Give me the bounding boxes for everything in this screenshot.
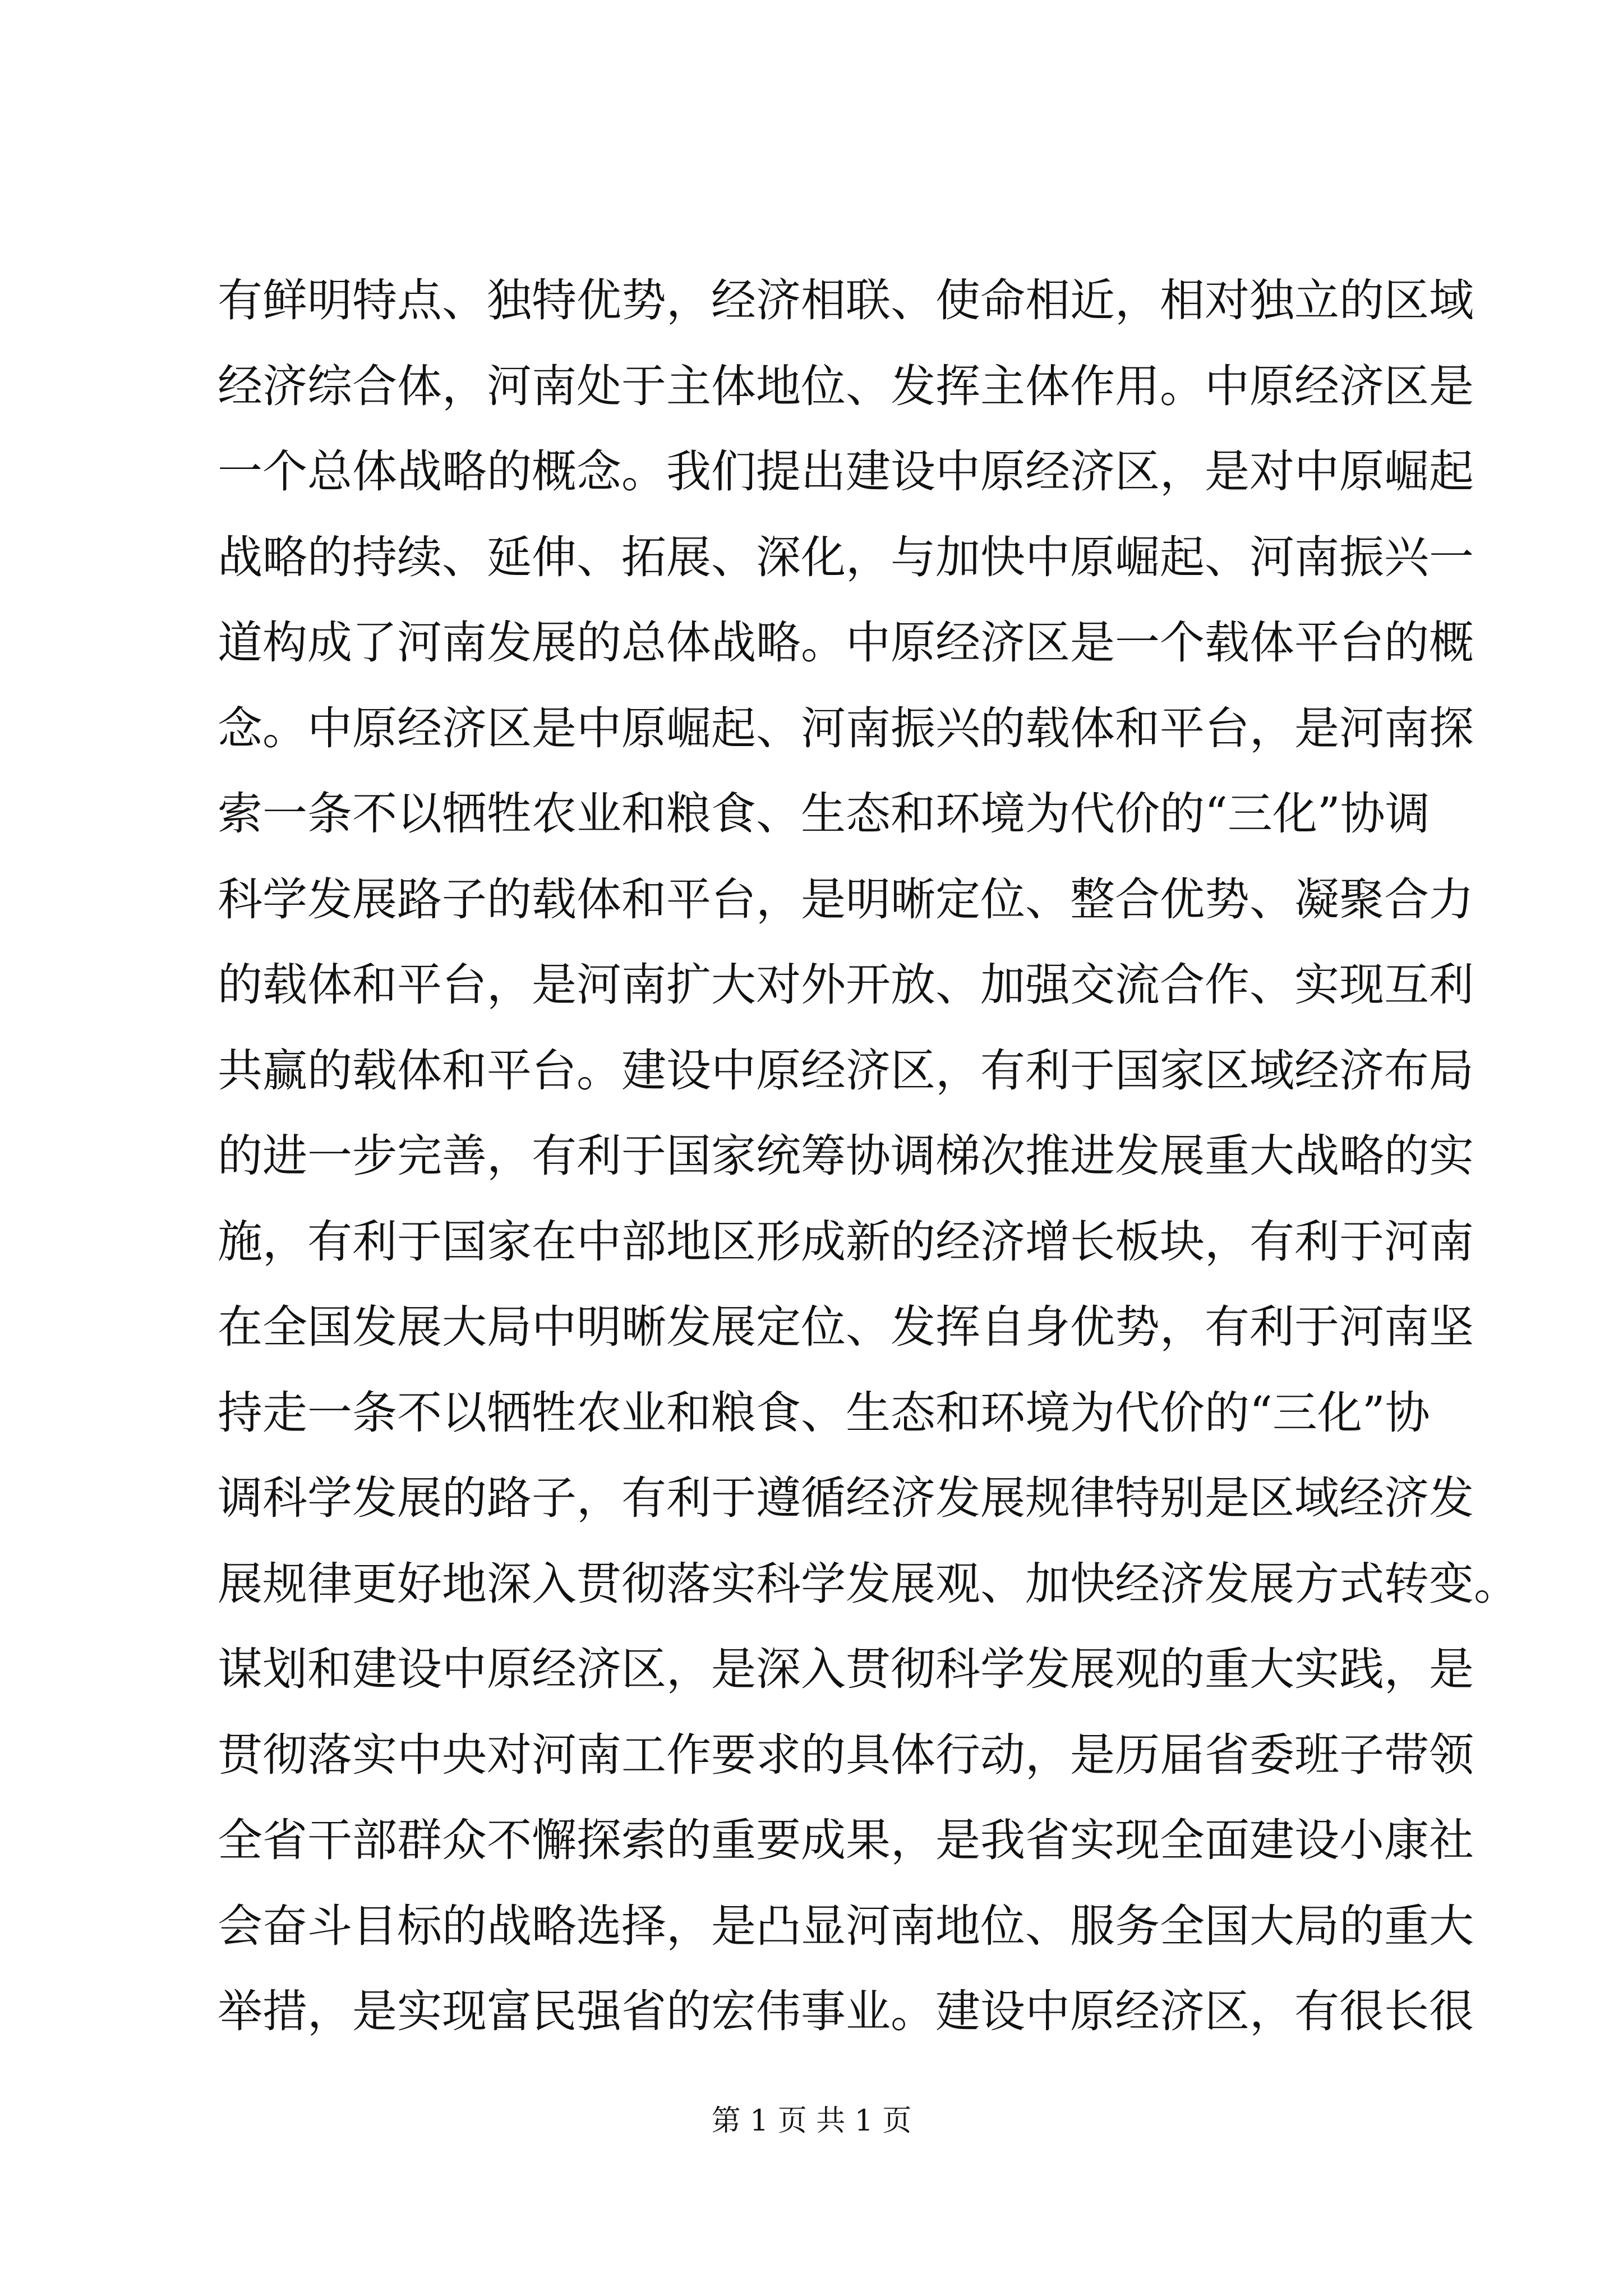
body-text <box>218 258 1519 2055</box>
text-line-13: 在全国发展大局中明晰发展定位、发挥自身优势，有利于河南坚 <box>218 1301 1474 1353</box>
text-line-15: 调科学发展的路子，有利于遵循经济发展规律特别是区域经济发 <box>218 1472 1474 1524</box>
page-number-label: 第 1 页 共 1 页 <box>711 2104 912 2138</box>
text-line-9: 的载体和平台，是河南扩大对外开放、加强交流合作、实现互利 <box>218 959 1474 1011</box>
text-line-16: 展规律更好地深入贯彻落实科学发展观、加快经济发展方式转变。 <box>218 1557 1519 1610</box>
text-line-3: 一个总体战略的概念。我们提出建设中原经济区，是对中原崛起 <box>218 445 1474 498</box>
text-line-7: 索一条不以牺牲农业和粮食、生态和环境为代价的“三化”协调 <box>218 788 1430 840</box>
text-line-6: 念。中原经济区是中原崛起、河南振兴的载体和平台，是河南探 <box>218 702 1474 754</box>
text-line-1: 有鲜明特点、独特优势，经济相联、使命相近，相对独立的区域 <box>218 274 1474 326</box>
text-line-19: 全省干部群众不懈探索的重要成果，是我省实现全面建设小康社 <box>218 1814 1474 1866</box>
text-line-2: 经济综合体，河南处于主体地位、发挥主体作用。中原经济区是 <box>218 360 1474 412</box>
text-line-12: 施，有利于国家在中部地区形成新的经济增长板块，有利于河南 <box>218 1215 1474 1268</box>
text-line-18: 贯彻落实中央对河南工作要求的具体行动，是历届省委班子带领 <box>218 1728 1474 1781</box>
text-line-21: 举措，是实现富民强省的宏伟事业。建设中原经济区，有很长很 <box>218 1985 1474 2037</box>
text-line-5: 道构成了河南发展的总体战略。中原经济区是一个载体平台的概 <box>218 616 1474 669</box>
text-line-17: 谋划和建设中原经济区，是深入贯彻科学发展观的重大实践，是 <box>218 1643 1474 1695</box>
text-line-4: 战略的持续、延伸、拓展、深化，与加快中原崛起、河南振兴一 <box>218 531 1474 583</box>
text-line-20: 会奋斗目标的战略选择，是凸显河南地位、服务全国大局的重大 <box>218 1899 1474 1952</box>
page-footer <box>0 2097 1623 2139</box>
text-line-14: 持走一条不以牺牲农业和粮食、生态和环境为代价的“三化”协 <box>218 1386 1430 1439</box>
text-line-11: 的进一步完善，有利于国家统筹协调梯次推进发展重大战略的实 <box>218 1130 1474 1182</box>
text-line-10: 共赢的载体和平台。建设中原经济区，有利于国家区域经济布局 <box>218 1044 1474 1097</box>
text-line-8: 科学发展路子的载体和平台，是明晰定位、整合优势、凝聚合力 <box>218 873 1474 926</box>
